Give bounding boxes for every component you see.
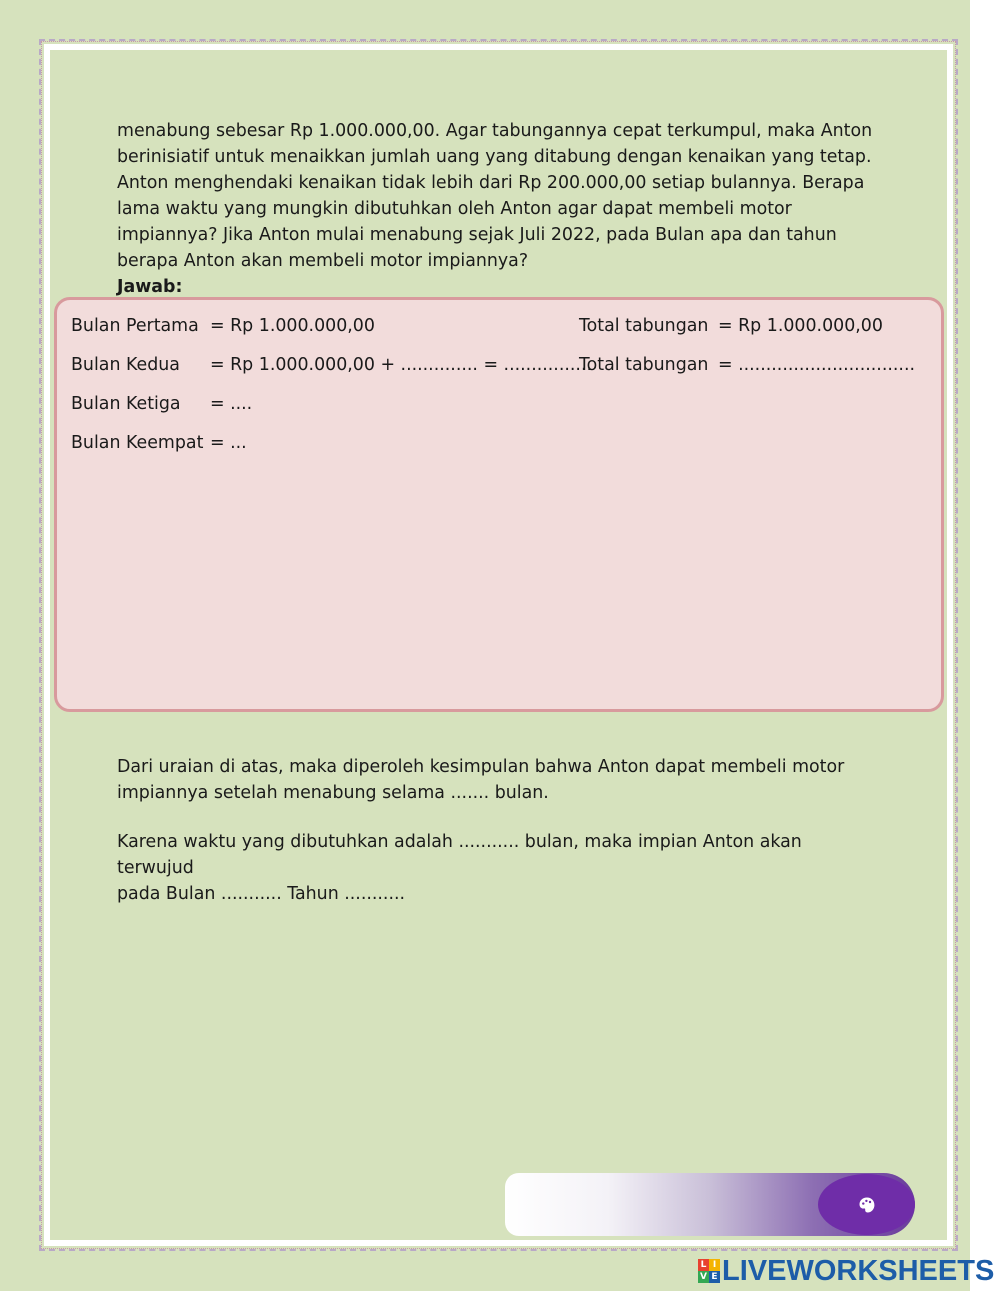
- problem-text: [117, 118, 877, 274]
- logo-letter: E: [709, 1271, 720, 1283]
- row-total-value: = ................................: [718, 355, 915, 375]
- answer-label: Jawab:: [117, 277, 183, 297]
- problem-line: lama waktu yang mungkin dibutuhkan oleh Anton agar dapat membeli motor: [117, 199, 792, 219]
- row-amount: = Rp 1.000.000,00 + .............. = ................: [210, 355, 593, 375]
- conclusion-line: impiannya setelah menabung selama ....... bulan.: [117, 783, 549, 803]
- problem-line: berinisiatif untuk menaikkan jumlah uang yang ditabung dengan kenaikan yang tetap.: [117, 147, 872, 167]
- palette-icon: [858, 1196, 876, 1214]
- conclusion-paragraph: [117, 754, 877, 806]
- row-month-label: Bulan Keempat: [71, 433, 204, 453]
- logo-mark: [698, 1259, 720, 1283]
- problem-line: berapa Anton akan membeli motor impiannya?: [117, 251, 529, 271]
- row-amount: = Rp 1.000.000,00: [210, 316, 375, 336]
- logo-letter: V: [698, 1271, 709, 1283]
- logo-letter: I: [709, 1259, 720, 1271]
- problem-line: menabung sebesar Rp 1.000.000,00. Agar tabungannya cepat terkumpul, maka Anton: [117, 121, 873, 141]
- conclusion-line: pada Bulan ........... Tahun ...........: [117, 884, 406, 904]
- problem-line: impiannya? Jika Anton mulai menabung sejak Juli 2022, pada Bulan apa dan tahun: [117, 225, 837, 245]
- row-month-label: Bulan Kedua: [71, 355, 180, 375]
- conclusion-paragraph: [117, 829, 877, 907]
- conclusion-line: Dari uraian di atas, maka diperoleh kesimpulan bahwa Anton dapat membeli motor: [117, 757, 845, 777]
- logo-text: LIVEWORKSHEETS: [722, 1255, 995, 1287]
- logo-letter: L: [698, 1259, 709, 1271]
- row-month-label: Bulan Pertama: [71, 316, 199, 336]
- row-total-value: = Rp 1.000.000,00: [718, 316, 883, 336]
- row-total-label: Total tabungan: [579, 316, 709, 336]
- row-amount: = ...: [210, 433, 247, 453]
- row-total-label: Total tabungan: [579, 355, 709, 375]
- paint-button[interactable]: [818, 1174, 915, 1235]
- liveworksheets-logo: [698, 1256, 994, 1286]
- conclusion-line: Karena waktu yang dibutuhkan adalah ........... bulan, maka impian Anton akan terwujud: [117, 832, 802, 878]
- problem-line: Anton menghendaki kenaikan tidak lebih dari Rp 200.000,00 setiap bulannya. Berapa: [117, 173, 865, 193]
- row-month-label: Bulan Ketiga: [71, 394, 181, 414]
- row-amount: = ....: [210, 394, 253, 414]
